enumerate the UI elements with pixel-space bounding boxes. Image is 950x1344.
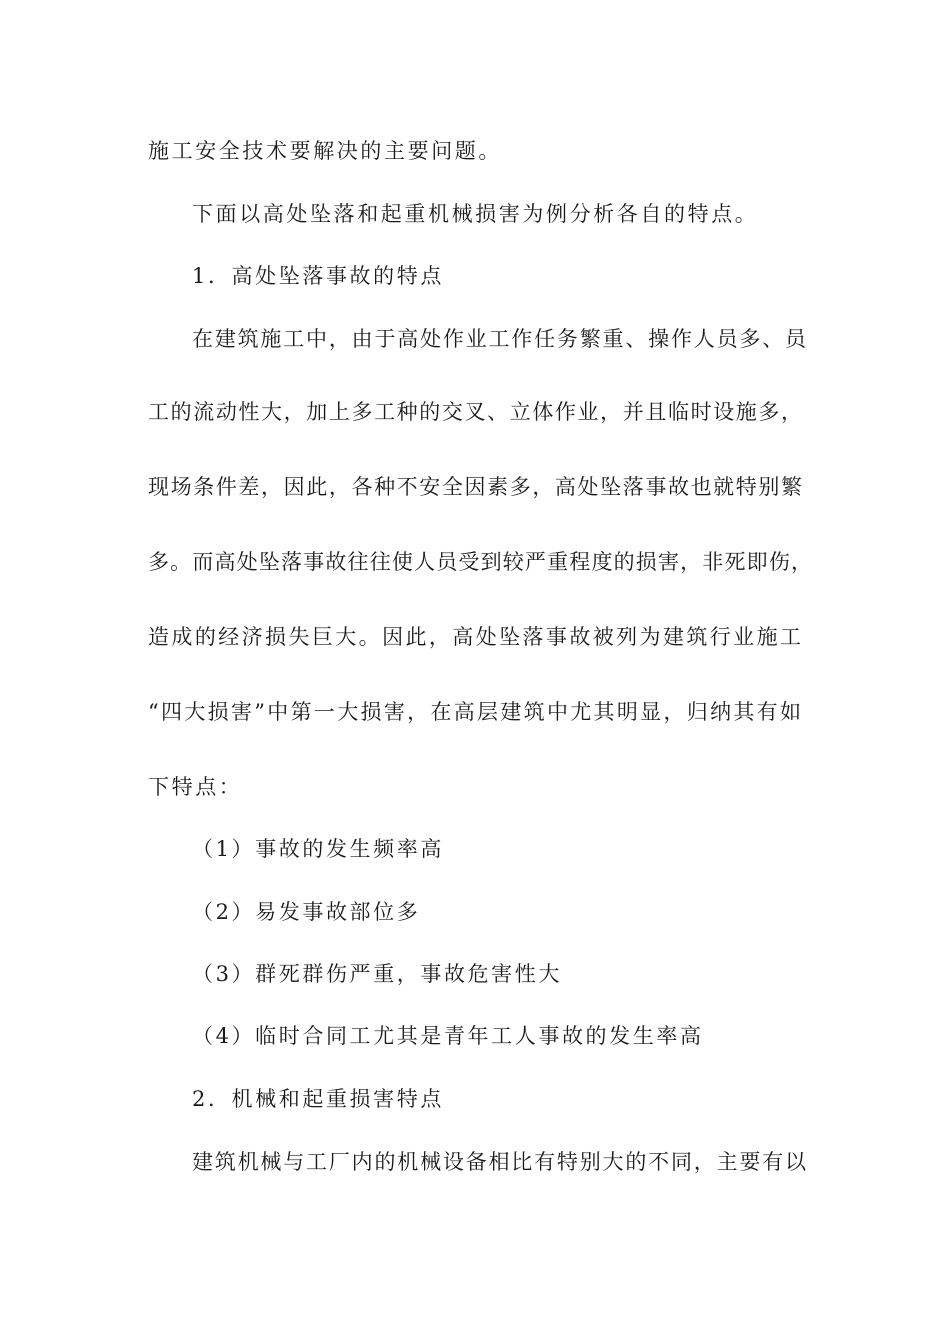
paragraph-line-continuation: 施工安全技术要解决的主要问题。 bbox=[148, 139, 502, 163]
paragraph-line bbox=[148, 698, 801, 726]
paragraph-line-text: 工的流动性大，加上多工种的交叉、立体作业，并且临时设施多， bbox=[148, 400, 802, 424]
paragraph-line bbox=[192, 1148, 806, 1176]
paragraph-line bbox=[148, 398, 802, 426]
paragraph-line-text: 在建筑施工中，由于高处作业工作任务繁重、操作人员多、员 bbox=[192, 327, 806, 351]
paragraph-line-last: 下特点： bbox=[148, 775, 243, 799]
paragraph-line bbox=[148, 473, 802, 501]
list-item-3: （3）群死群伤严重，事故危害性大 bbox=[192, 962, 562, 986]
section-heading-2: 2．机械和起重损害特点 bbox=[192, 1087, 444, 1111]
paragraph-line bbox=[192, 325, 806, 353]
paragraph-line-text: 现场条件差，因此，各种不安全因素多，高处坠落事故也就特别繁 bbox=[148, 475, 802, 499]
paragraph-line-text: 造成的经济损失巨大。因此，高处坠落事故被列为建筑行业施工 bbox=[148, 625, 801, 649]
list-item-1: （1）事故的发生频率高 bbox=[192, 837, 444, 861]
paragraph-line bbox=[148, 548, 812, 576]
paragraph-line-text: “四大损害”中第一大损害，在高层建筑中尤其明显，归纳其有如 bbox=[148, 700, 801, 724]
list-item-4: （4）临时合同工尤其是青年工人事故的发生率高 bbox=[192, 1024, 704, 1048]
list-item-2: （2）易发事故部位多 bbox=[192, 900, 421, 924]
paragraph-line-text: 建筑机械与工厂内的机械设备相比有特别大的不同，主要有以 bbox=[192, 1150, 806, 1174]
paragraph-intro: 下面以高处坠落和起重机械损害为例分析各自的特点。 bbox=[192, 202, 759, 226]
paragraph-line-text: 多。而高处坠落事故往往使人员受到较严重程度的损害，非死即伤， bbox=[148, 550, 812, 574]
paragraph-line bbox=[148, 623, 801, 651]
section-heading-1: 1．高处坠落事故的特点 bbox=[192, 264, 444, 288]
